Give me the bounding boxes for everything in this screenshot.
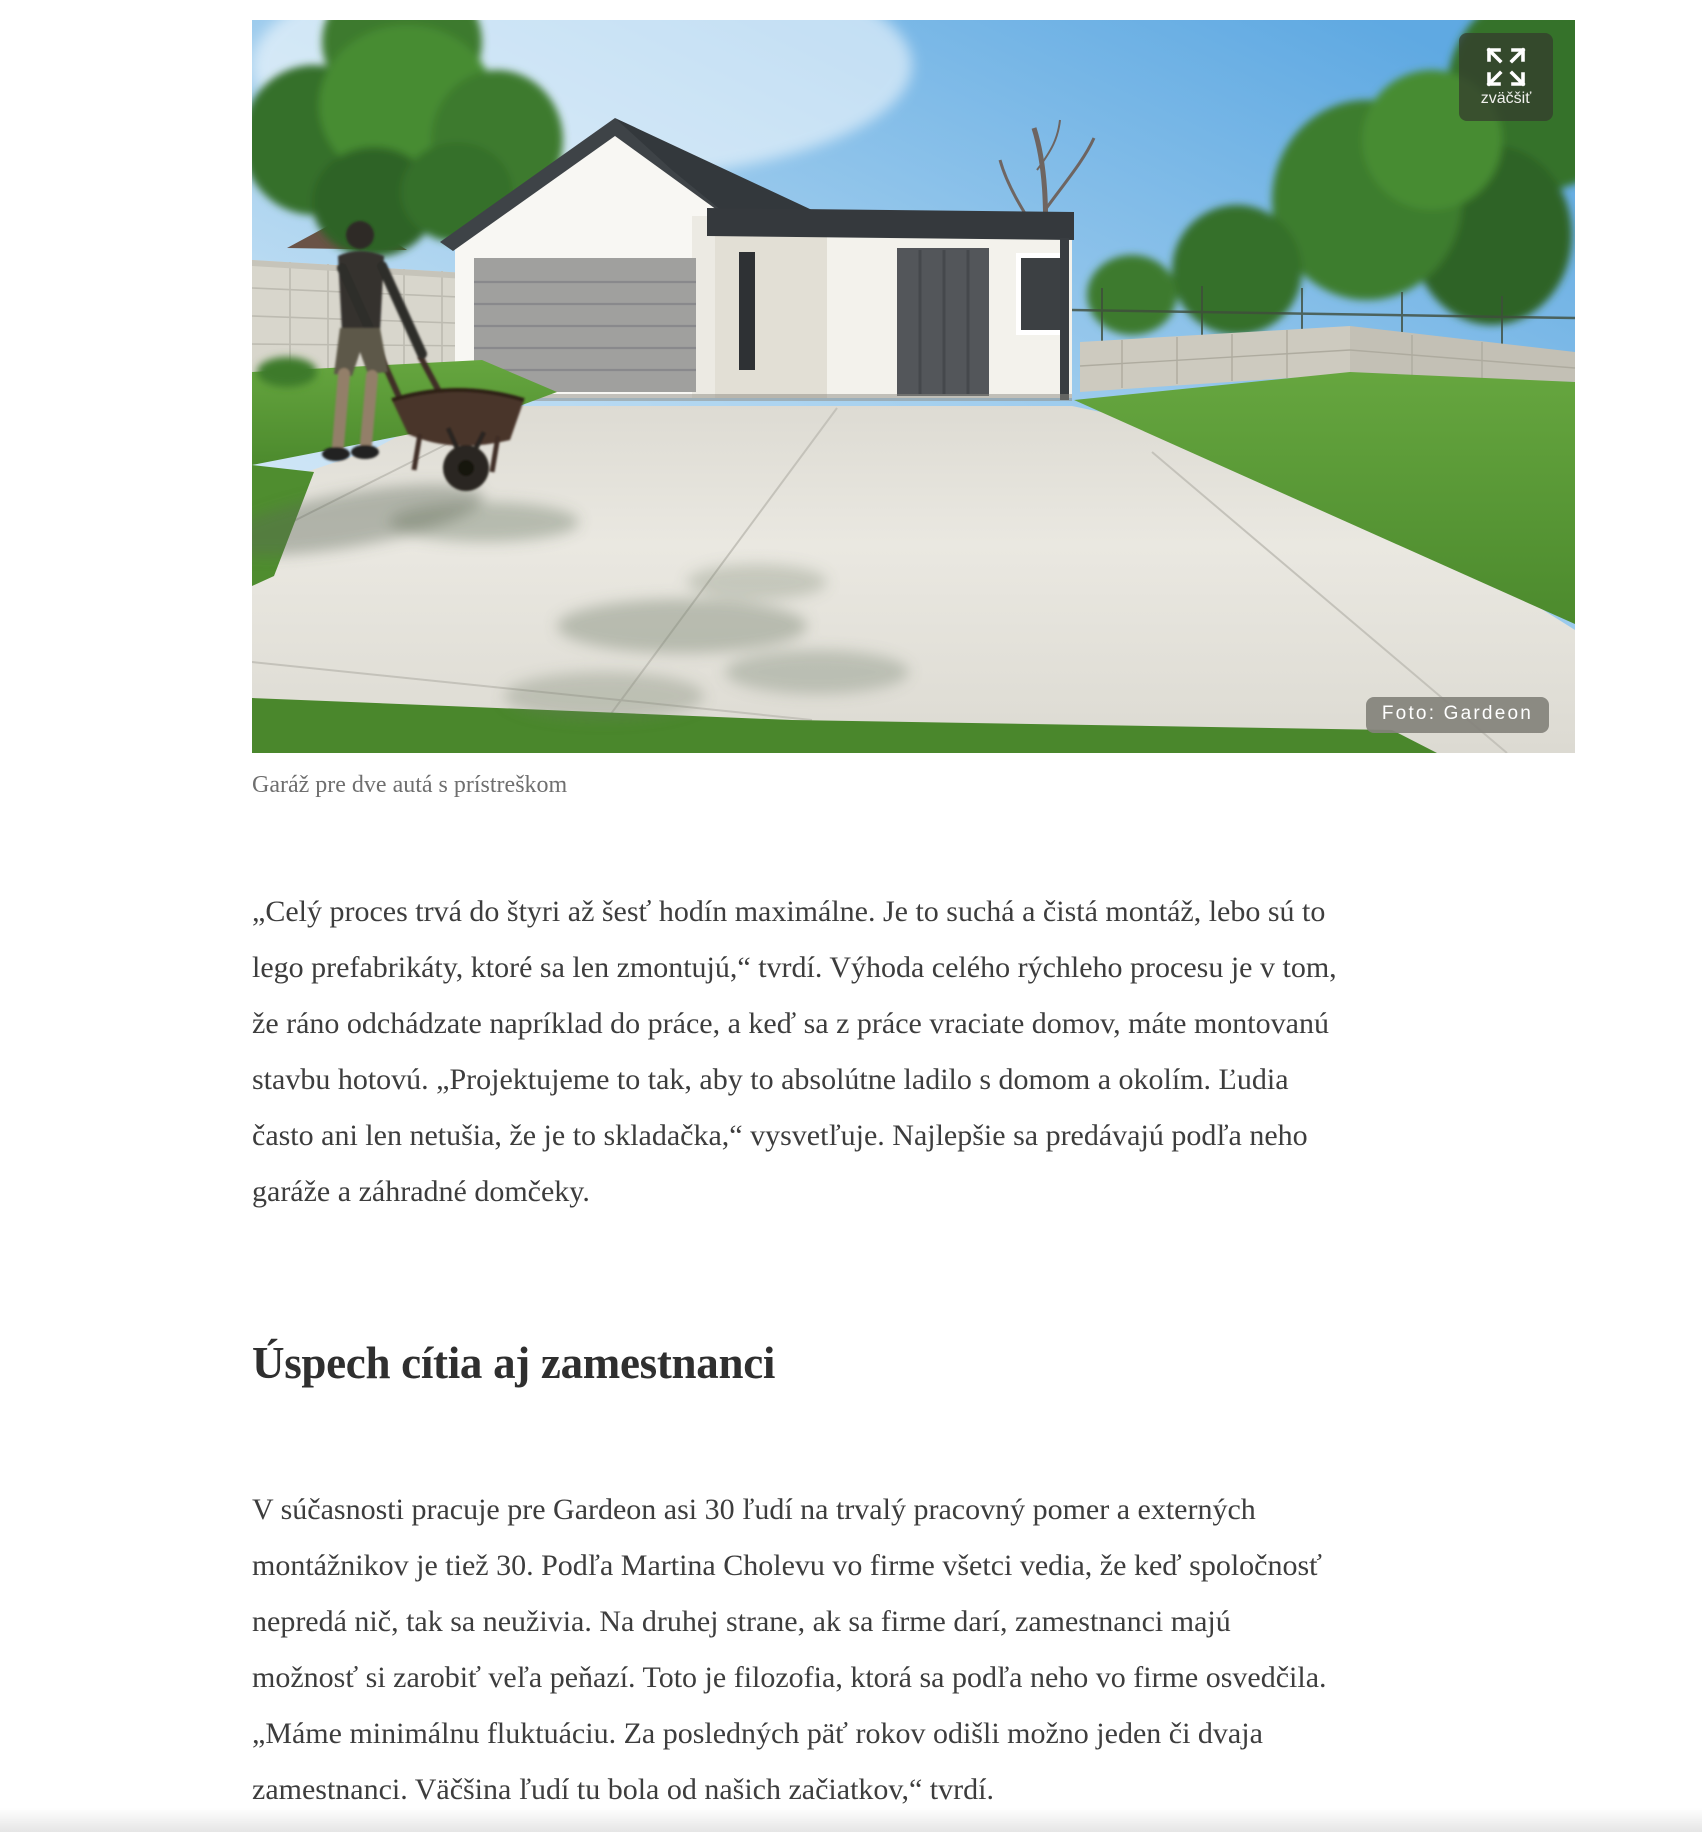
expand-arrows-icon [1483,45,1529,89]
enlarge-button[interactable] [1459,33,1553,121]
article-photo [252,20,1575,753]
bottom-fade [0,1808,1702,1832]
enlarge-button-label: zväčšiť [1480,90,1532,107]
article-photo-figure [252,20,1575,753]
article-paragraph-1: „Celý proces trvá do štyri až šesť hodín maximálne. Je to suchá a čistá montáž, lebo sú to lego prefabrikáty, ktoré sa len zmontujú,“ tvrdí. Výhoda celého rýchleho procesu je v tom, že ráno odchádzate napríklad do práce, a keď sa z práce vraciate domov, máte montovanú stavbu hotovú. „Projektujeme to tak, aby to absolútne ladilo s domom a okolím. Ľudia často ani len netušia, že je to skladačka,“ vysvetľuje. Najlepšie sa predávajú podľa neho garáže a záhradné domčeky. [252,895,1337,1208]
photo-caption: Garáž pre dve autá s prístreškom [252,772,568,798]
section-heading: Úspech cítia aj zamestnanci [252,1338,776,1388]
article-paragraph-2: V súčasnosti pracuje pre Gardeon asi 30 ľudí na trvalý pracovný pomer a externých montážnikov je tiež 30. Podľa Martina Cholevu vo firme všetci vedia, že keď spoločnosť nepredá nič, tak sa neuživia. Na druhej strane, ak sa firme darí, zamestnanci majú možnosť si zarobiť veľa peňazí. Toto je filozofia, ktorá sa podľa neho vo firme osvedčila. „Máme minimálnu fluktuáciu. Za posledných päť rokov odišli možno jeden či dvaja zamestnanci. Väčšina ľudí tu bola od našich začiatkov,“ tvrdí. [252,1493,1327,1806]
photo-credit-badge: Foto: Gardeon [1366,697,1549,733]
